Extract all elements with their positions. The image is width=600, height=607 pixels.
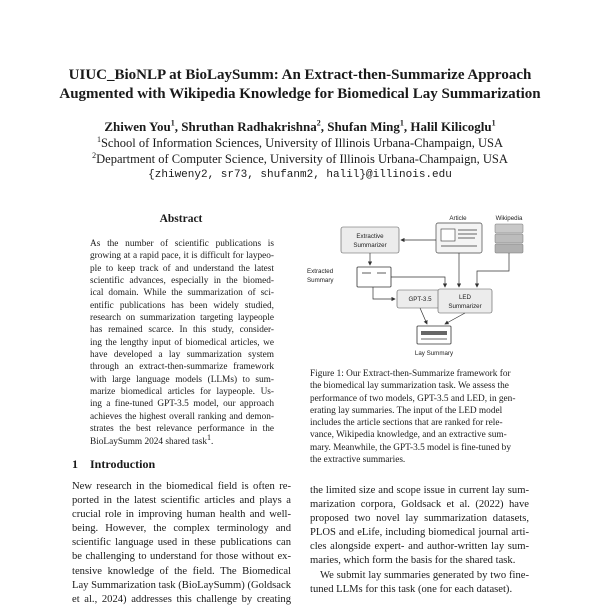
abstract-line: with large language models (LLMs) to sum- [90, 374, 274, 385]
affiliation-mark: 2 [92, 150, 97, 160]
affiliation-2 [40, 151, 560, 167]
body-line: being. However, the complex terminology and [72, 523, 291, 535]
caption-line: mary. Meanwhile, the GPT-3.5 model is fine-tuned by [310, 442, 511, 453]
abstract-line: ical domain. While the summarization of sci- [90, 288, 274, 299]
section-number: 1 [72, 457, 78, 471]
author-affiliation-mark: 1 [399, 118, 404, 128]
body-line: scientific language used in these publications can [72, 537, 291, 549]
body-line: tensive knowledge of the field. The Biomedical [72, 565, 291, 577]
body-line: New research in the biomedical field is often re- [72, 481, 291, 492]
abstract-line-text: BioLaySumm 2024 shared task [90, 436, 207, 447]
body-line: crucial role in improving human health and well- [72, 509, 291, 521]
body-line: cles alongside expert- and author-written lay sum- [310, 541, 529, 553]
title-line-1: UIUC_BioNLP at BioLaySumm: An Extract-then-Summarize Approach [68, 67, 532, 83]
framework-figure [305, 205, 535, 365]
affiliation-mark: 1 [96, 134, 101, 144]
summarizer-label: Summarizer [353, 242, 387, 249]
section-heading [72, 457, 272, 472]
body-line: marization corpora, Goldsack et al. (2022) have [310, 499, 529, 511]
caption-line: includes the article sections that are ranked for rele- [310, 418, 503, 429]
abstract-line: achieves the highest overall ranking and demon- [90, 411, 274, 422]
body-line: Lay Summarization task (BioLaySumm) (Goldsack [72, 579, 291, 591]
author-block [40, 119, 560, 183]
paper-title [40, 66, 560, 104]
title-line-2: Augmented with Wikipedia Knowledge for Biomedical Lay Summarization [59, 86, 541, 102]
caption-line: vance, Wikipedia knowledge, and an extractive sum- [310, 430, 507, 441]
abstract-line: growing at a rapid pace, it is difficult for laypeo- [90, 251, 274, 262]
abstract-heading: Abstract [159, 213, 203, 225]
abstract-line: ing a fine-tuned GPT-3.5 model, our approach [90, 399, 274, 410]
author-name: Zhiwen You [104, 119, 171, 134]
abstract-line: As the number of scientific publications is [90, 239, 274, 249]
author-affiliation-mark: 2 [316, 118, 321, 128]
abstract-line: through an extract-then-summarize framework [90, 362, 274, 373]
section-title: Introduction [90, 457, 156, 471]
abstract-line: strates the best relevance performance in the [90, 424, 274, 435]
body-line: be challenging to understand for those without ex- [72, 551, 291, 563]
figure-caption [310, 368, 529, 466]
led-label: LED [458, 294, 472, 301]
abstract-last-line [90, 432, 274, 448]
caption-line: performance of two models, GPT-3.5 and LED, in gen- [310, 393, 516, 404]
summary-label: Summary [307, 277, 334, 284]
article-icon [436, 223, 482, 253]
author-name: Shruthan Radhakrishna [181, 119, 317, 134]
led-summarizer-label: Summarizer [448, 303, 482, 310]
footnote-mark: 1 [206, 432, 211, 442]
body-line: maries, which form the basis for the shared task. [310, 555, 516, 567]
led-summarizer-box [438, 289, 492, 313]
author-name: Halil Kilicoglu [410, 119, 492, 134]
body-line: ported in the latest scientific articles and plays a [72, 495, 291, 507]
body-line: tuned LLMs for this task (one for each dataset). [310, 583, 513, 595]
author-name: Shufan Ming [327, 119, 400, 134]
abstract-line: ple to keep track of and understand the latest [90, 263, 274, 274]
extracted-label: Extracted [307, 268, 334, 275]
abstract-end: . [210, 436, 214, 447]
body-line: PLOS and eLife, including biomedical journal arti- [310, 527, 529, 539]
wikipedia-label: Wikipedia [495, 215, 523, 222]
body-line: We submit lay summaries generated by two fine- [320, 569, 529, 581]
caption-line: Figure 1: Our Extract-then-Summarize framework for [310, 369, 511, 379]
abstract-line: has remained scarce. In this study, consider- [90, 325, 274, 336]
abstract-line: entific publications has been widely studied, [90, 300, 274, 311]
caption-line: the biomedical lay summarization task. We assess the [310, 381, 509, 392]
article-label: Article [449, 215, 467, 222]
body-line: proposed two novel lay summarization datasets, [310, 513, 529, 525]
abstract-line: have developed a lay summarization system [90, 350, 274, 361]
extracted-summary-doc-icon [357, 267, 391, 287]
author-list: Zhiwen You$^1$, Shruthan Radhakrishna$^2$, Shufan Ming$^1$, Halil Kilicoglu$^1$ [104, 118, 496, 134]
body-line: the limited size and scope issue in current lay sum- [310, 485, 529, 496]
abstract-line: ing the lengthy input of biomedical articles, we [90, 337, 274, 348]
lay-summary-doc-icon [417, 326, 451, 344]
extractive-label: Extractive [356, 233, 384, 240]
caption-line: erating lay summaries. The input of the LED model [310, 405, 503, 416]
lay-summary-label: Lay Summary [414, 350, 454, 357]
abstract-line: scientific advances, especially in the biomed- [90, 276, 274, 287]
author-affiliation-mark: 1 [491, 118, 496, 128]
extractive-summarizer-box [341, 227, 399, 253]
author-emails: {zhiweny2, sr73, shufanm2, halil}@illinois.edu [148, 169, 452, 181]
affiliation-text: Department of Computer Science, University of Illinois Urbana-Champaign, USA [96, 152, 508, 166]
gpt-box [397, 290, 443, 308]
abstract-line: research on summarization targeting laypeople [90, 313, 274, 324]
affiliation-text: School of Information Sciences, University of Illinois Urbana-Champaign, USA [100, 136, 503, 150]
affiliation-1 [40, 135, 560, 151]
wikipedia-database-icon [495, 224, 523, 253]
author-affiliation-mark: 1 [170, 118, 175, 128]
caption-line: the extractive summaries. [310, 455, 406, 466]
abstract-body [90, 238, 274, 448]
abstract-line: marize biomedical articles for laypeople. Us- [90, 387, 274, 398]
body-line: et al., 2024) addresses this challenge by creating [72, 593, 291, 605]
right-column-text [310, 484, 529, 597]
introduction-text [72, 480, 291, 607]
gpt-label: GPT-3.5 [408, 296, 432, 303]
